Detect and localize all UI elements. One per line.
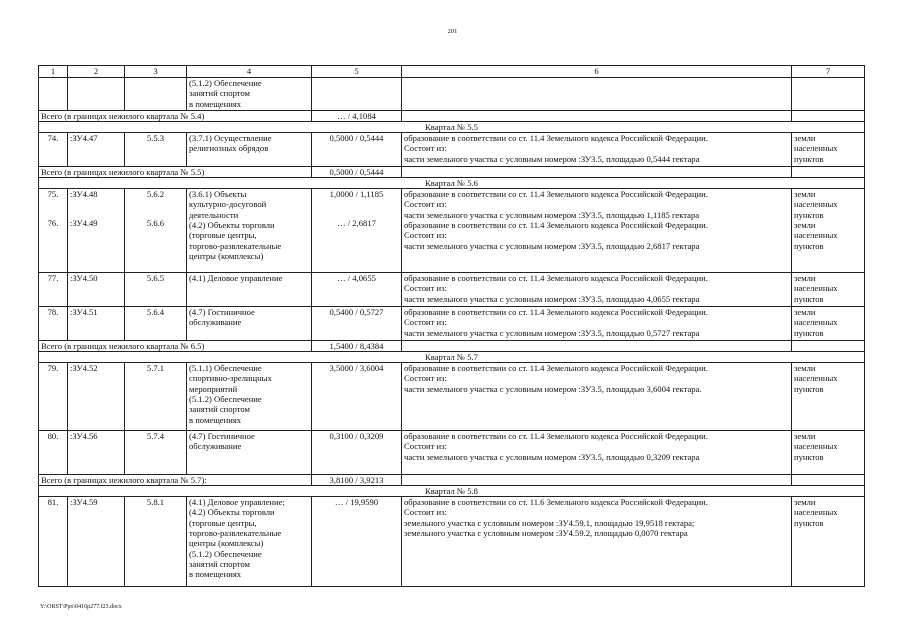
quarter-row bbox=[39, 122, 865, 133]
permitted-use-cell bbox=[187, 133, 312, 167]
table-row bbox=[39, 497, 865, 587]
table-header-row bbox=[39, 66, 865, 78]
cat-line: земли bbox=[794, 219, 816, 230]
formation-description bbox=[402, 431, 792, 475]
permitted-use-cell bbox=[187, 497, 312, 587]
quarter-row bbox=[39, 352, 865, 363]
desc-line: части земельного участка с условным номером :ЗУ3.5, площадью 0,5727 гектара bbox=[404, 327, 700, 338]
desc-line: образование в соответствии со ст. 11.4 Земельного кодекса Российской Федерации. bbox=[404, 189, 708, 199]
plot-id: 5.5.3 bbox=[125, 133, 187, 167]
use-line: (торговые центры, bbox=[189, 230, 257, 241]
cat-line: населенных bbox=[794, 199, 838, 210]
use-line: спортивно-зрелищных bbox=[189, 373, 272, 384]
row-number: 79. bbox=[39, 363, 68, 431]
desc-line: Состоит из: bbox=[404, 373, 447, 384]
quarter-heading: Квартал № 5.5 bbox=[39, 122, 865, 133]
col-header-2: 2 bbox=[68, 66, 125, 78]
area-value: 0,3100 / 0,3209 bbox=[312, 431, 402, 475]
quarter-heading: Квартал № 5.8 bbox=[39, 486, 865, 497]
plot-code: :ЗУ4.50 bbox=[68, 273, 125, 307]
desc-line: образование в соответствии со ст. 11.4 Земельного кодекса Российской Федерации. bbox=[404, 307, 708, 317]
desc-line: части земельного участка с условным номером :ЗУ3.5, площадью 1,1185 гектара bbox=[404, 209, 700, 220]
plot-code: :ЗУ4.59 bbox=[68, 497, 125, 587]
formation-description bbox=[402, 497, 792, 587]
permitted-use-cell bbox=[187, 307, 312, 341]
area-value: 0,5400 / 0,5727 bbox=[312, 307, 402, 341]
cat-line: населенных bbox=[794, 441, 838, 452]
use-line: (4.2) Объекты торговли bbox=[189, 507, 275, 518]
plot-id: 5.6.2 bbox=[146, 189, 165, 199]
plot-code: :ЗУ4.48 bbox=[70, 189, 98, 199]
plot-code: :ЗУ4.51 bbox=[68, 307, 125, 341]
cat-line: пунктов bbox=[794, 153, 824, 164]
col-header-3: 3 bbox=[125, 66, 187, 78]
table-row bbox=[39, 273, 865, 307]
formation-description bbox=[402, 273, 792, 307]
col-header-5: 5 bbox=[312, 66, 402, 78]
plot-id-group bbox=[125, 189, 187, 273]
total-label: Всего (в границах нежилого квартала № 5.7): bbox=[39, 475, 312, 486]
total-area: 1,5400 / 8,4384 bbox=[312, 341, 402, 352]
area-value: 1,0000 / 1,1185 bbox=[329, 189, 384, 199]
desc-line: части земельного участка с условным номером :ЗУ3.5, площадью 0,5444 гектара bbox=[404, 153, 700, 164]
plot-code: :ЗУ4.49 bbox=[70, 218, 98, 229]
land-category bbox=[792, 497, 865, 587]
cat-line: населенных bbox=[794, 373, 838, 384]
area-value: … / 19,9590 bbox=[312, 497, 402, 587]
use-line: религиозных обрядов bbox=[189, 143, 269, 154]
use-line: в помещениях bbox=[189, 98, 242, 109]
desc-line: Состоит из: bbox=[404, 507, 447, 518]
table-row bbox=[39, 78, 865, 111]
formation-description bbox=[402, 133, 792, 167]
col-header-6: 6 bbox=[402, 66, 792, 78]
desc-line: Состоит из: bbox=[404, 199, 447, 210]
permitted-use-cell bbox=[187, 363, 312, 431]
total-row bbox=[39, 475, 865, 486]
quarter-row bbox=[39, 178, 865, 189]
quarter-heading: Квартал № 5.6 bbox=[39, 178, 865, 189]
cat-line: пунктов bbox=[794, 517, 824, 528]
formation-description bbox=[402, 189, 792, 273]
row-number: 74. bbox=[39, 133, 68, 167]
cat-line: пунктов bbox=[794, 451, 824, 462]
use-line: (3.6.1) Объекты bbox=[189, 189, 247, 199]
desc-line: земельного участка с условным номером :ЗУ4.59.1, площадью 19,9518 гектара; bbox=[404, 517, 695, 528]
row-number: 75. bbox=[47, 189, 59, 199]
cat-line: земли bbox=[794, 363, 816, 373]
cat-line: земли bbox=[794, 307, 816, 317]
use-line: торгово-развлекательные bbox=[189, 527, 282, 538]
plot-id: 5.6.6 bbox=[146, 218, 165, 229]
land-plots-table bbox=[38, 65, 865, 587]
use-line: деятельности bbox=[189, 209, 239, 220]
use-line: (торговые центры, bbox=[189, 517, 257, 528]
table-row bbox=[39, 307, 865, 341]
land-category bbox=[792, 431, 865, 475]
desc-line: образование в соответствии со ст. 11.4 Земельного кодекса Российской Федерации. bbox=[404, 133, 708, 143]
cat-line: населенных bbox=[794, 317, 838, 328]
desc-line: Состоит из: bbox=[404, 143, 447, 154]
cat-line: населенных bbox=[794, 507, 838, 518]
row-number: 78. bbox=[39, 307, 68, 341]
row-number: 80. bbox=[39, 431, 68, 475]
use-line: занятий спортом bbox=[189, 88, 250, 99]
total-label: Всего (в границах нежилого квартала № 5.4) bbox=[39, 111, 312, 122]
land-category bbox=[792, 189, 865, 273]
cat-line: земли bbox=[794, 133, 816, 143]
plot-id: 5.7.4 bbox=[125, 431, 187, 475]
use-line: занятий спортом bbox=[189, 558, 250, 569]
cat-line: пунктов bbox=[794, 240, 824, 251]
cat-line: земли bbox=[794, 273, 816, 283]
plot-id: 5.7.1 bbox=[125, 363, 187, 431]
desc-line: образование в соответствии со ст. 11.4 Земельного кодекса Российской Федерации. bbox=[404, 219, 708, 230]
use-line: обслуживание bbox=[189, 441, 242, 452]
land-category bbox=[792, 273, 865, 307]
cat-line: земли bbox=[794, 189, 816, 199]
use-line: (4.7) Гостиничное bbox=[189, 307, 255, 317]
total-row bbox=[39, 111, 865, 122]
desc-line: Состоит из: bbox=[404, 317, 447, 328]
page-number: 201 bbox=[447, 28, 458, 35]
use-line: (3.7.1) Осуществление bbox=[189, 133, 272, 143]
table-row bbox=[39, 431, 865, 475]
quarter-heading: Квартал № 5.7 bbox=[39, 352, 865, 363]
formation-description bbox=[402, 307, 792, 341]
total-label: Всего (в границах нежилого квартала № 6.5) bbox=[39, 341, 312, 352]
total-area: … / 4,1084 bbox=[312, 111, 402, 122]
cat-line: земли bbox=[794, 431, 816, 441]
cat-line: населенных bbox=[794, 230, 838, 241]
desc-line: части земельного участка с условным номером :ЗУ3.5, площадью 4,0655 гектара bbox=[404, 293, 700, 304]
total-area: 3,8100 / 3,9213 bbox=[312, 475, 402, 486]
cat-line: пунктов bbox=[794, 383, 824, 394]
use-line: (5.1.2) Обеспечение bbox=[189, 78, 262, 88]
desc-line: образование в соответствии со ст. 11.4 Земельного кодекса Российской Федерации. bbox=[404, 363, 708, 373]
cat-line: земли bbox=[794, 497, 816, 507]
total-area: 0,5000 / 0,5444 bbox=[312, 167, 402, 178]
use-line: в помещениях bbox=[189, 569, 242, 580]
use-line: центры (комплексы) bbox=[189, 538, 264, 549]
document-path: Y:\ORST\Ppo\0416p277.f23.docx bbox=[40, 604, 122, 610]
use-line: (4.2) Объекты торговли bbox=[189, 219, 275, 230]
use-line: (4.1) Деловое управление bbox=[189, 273, 283, 283]
cat-line: пунктов bbox=[794, 293, 824, 304]
plot-id: 5.8.1 bbox=[125, 497, 187, 587]
use-line: (5.1.2) Обеспечение bbox=[189, 393, 262, 404]
formation-description bbox=[402, 363, 792, 431]
plot-code: :ЗУ4.52 bbox=[68, 363, 125, 431]
plot-code-group bbox=[68, 189, 125, 273]
cat-line: пунктов bbox=[794, 209, 824, 220]
use-line: мероприятий bbox=[189, 383, 238, 394]
row-number-group bbox=[39, 189, 68, 273]
plot-id: 5.6.4 bbox=[125, 307, 187, 341]
total-row bbox=[39, 167, 865, 178]
table-row bbox=[39, 363, 865, 431]
area-value: 0,5000 / 0,5444 bbox=[312, 133, 402, 167]
desc-line: части земельного участка с условным номером :ЗУ3.5, площадью 3,6004 гектара. bbox=[404, 383, 702, 394]
land-category bbox=[792, 363, 865, 431]
plot-code: :ЗУ4.47 bbox=[68, 133, 125, 167]
desc-line: Состоит из: bbox=[404, 441, 447, 452]
plot-code: :ЗУ4.56 bbox=[68, 431, 125, 475]
total-row bbox=[39, 341, 865, 352]
row-number: 77. bbox=[39, 273, 68, 307]
use-line: (5.1.1) Обеспечение bbox=[189, 363, 262, 373]
quarter-row bbox=[39, 486, 865, 497]
permitted-use-cell bbox=[187, 273, 312, 307]
col-header-1: 1 bbox=[39, 66, 68, 78]
land-category bbox=[792, 133, 865, 167]
cat-line: пунктов bbox=[794, 327, 824, 338]
area-value: … / 4,0655 bbox=[312, 273, 402, 307]
use-line: занятий спортом bbox=[189, 404, 250, 415]
land-category bbox=[792, 307, 865, 341]
use-line: (4.1) Деловое управление; bbox=[189, 497, 285, 507]
desc-line: земельного участка с условным номером :ЗУ4.59.2, площадью 0,0070 гектара bbox=[404, 527, 688, 538]
desc-line: части земельного участка с условным номером :ЗУ3.5, площадью 0,3209 гектара bbox=[404, 451, 700, 462]
row-number: 81. bbox=[39, 497, 68, 587]
desc-line: образование в соответствии со ст. 11.4 Земельного кодекса Российской Федерации. bbox=[404, 431, 708, 441]
row-number: 76. bbox=[47, 218, 59, 229]
use-line: (4.7) Гостиничное bbox=[189, 431, 255, 441]
use-line: культурно-досуговой bbox=[189, 199, 267, 210]
area-value: … / 2,6817 bbox=[337, 218, 376, 229]
use-line: торгово-развлекательные bbox=[189, 240, 282, 251]
total-label: Всего (в границах нежилого квартала № 5.5) bbox=[39, 167, 312, 178]
permitted-use-cell bbox=[187, 78, 312, 111]
desc-line: Состоит из: bbox=[404, 283, 447, 294]
col-header-4: 4 bbox=[187, 66, 312, 78]
col-header-7: 7 bbox=[792, 66, 865, 78]
desc-line: образование в соответствии со ст. 11.6 Земельного кодекса Российской Федерации. bbox=[404, 497, 708, 507]
use-line: (5.1.2) Обеспечение bbox=[189, 548, 262, 559]
desc-line: части земельного участка с условным номером :ЗУ3.5, площадью 2,6817 гектара bbox=[404, 240, 700, 251]
use-line: центры (комплексы) bbox=[189, 250, 264, 261]
cat-line: населенных bbox=[794, 143, 838, 154]
permitted-use-cell bbox=[187, 431, 312, 475]
cat-line: населенных bbox=[794, 283, 838, 294]
area-group bbox=[312, 189, 402, 273]
table-row bbox=[39, 189, 865, 273]
desc-line: Состоит из: bbox=[404, 230, 447, 241]
plot-id: 5.6.5 bbox=[125, 273, 187, 307]
desc-line: образование в соответствии со ст. 11.4 Земельного кодекса Российской Федерации. bbox=[404, 273, 708, 283]
use-line: обслуживание bbox=[189, 317, 242, 328]
table-row bbox=[39, 133, 865, 167]
permitted-use-cell bbox=[187, 189, 312, 273]
area-value: 3,5000 / 3,6004 bbox=[312, 363, 402, 431]
use-line: в помещениях bbox=[189, 414, 242, 425]
